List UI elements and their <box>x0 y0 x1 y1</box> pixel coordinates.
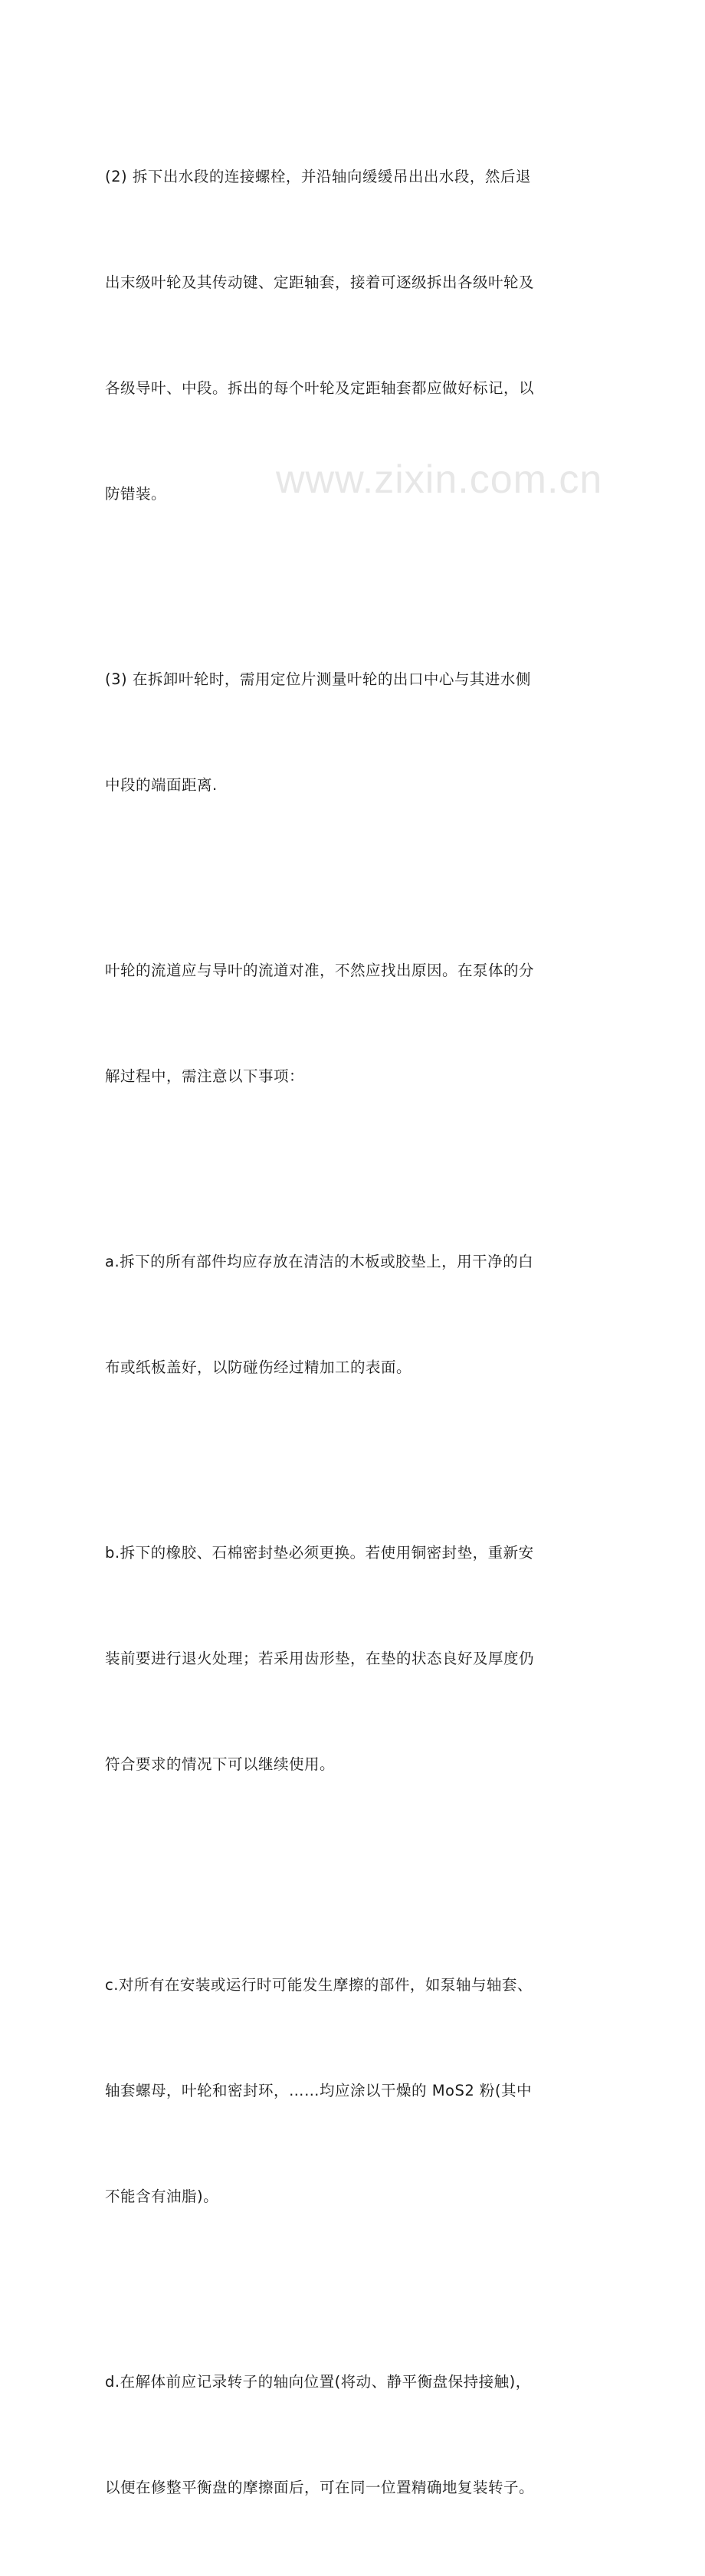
text-line: b.拆下的橡胶、石棉密封垫必须更换。若使用铜密封垫，重新安 <box>105 1544 534 1562</box>
document-body <box>105 89 603 2576</box>
text-line: 轴套螺母，叶轮和密封环，……均应涂以干燥的 MoS2 粉(其中 <box>105 2082 533 2099</box>
text-line: (2) 拆下出水段的连接螺栓，并沿轴向缓缓吊出出水段，然后退 <box>105 168 531 185</box>
text-line: 解过程中，需注意以下事项： <box>105 1067 305 1085</box>
watermark: www.zixin.com.cn <box>276 457 603 502</box>
text-line: d.在解体前应记录转子的轴向位置(将动、静平衡盘保持接触)， <box>105 2373 531 2391</box>
text-line: 叶轮的流道应与导叶的流道对准，不然应找出原因。在泵体的分 <box>105 962 535 979</box>
paragraph-item-c <box>105 1897 603 2285</box>
paragraph-impeller-alignment <box>105 883 603 1165</box>
text-line: 出末级叶轮及其传动键、定距轴套，接着可逐级拆出各级叶轮及 <box>105 274 535 291</box>
text-line: a.拆下的所有部件均应存放在清洁的木板或胶垫上，用干净的白 <box>105 1253 534 1270</box>
text-line: 装前要进行退火处理；若采用齿形垫，在垫的状态良好及厚度仍 <box>105 1650 535 1667</box>
paragraph-item-a <box>105 1174 603 1456</box>
paragraph-step-3 <box>105 592 603 873</box>
text-line: 防错装。 <box>105 485 167 503</box>
paragraph-step-2 <box>105 89 603 582</box>
text-line: 中段的端面距离. <box>105 776 218 794</box>
paragraph-item-d <box>105 2294 603 2576</box>
text-line: (3) 在拆卸叶轮时，需用定位片测量叶轮的出口中心与其进水侧 <box>105 670 531 688</box>
text-line: 以便在修整平衡盘的摩擦面后，可在同一位置精确地复装转子。 <box>105 2479 535 2496</box>
text-line: 各级导叶、中段。拆出的每个叶轮及定距轴套都应做好标记，以 <box>105 379 535 397</box>
text-line: c.对所有在安装或运行时可能发生摩擦的部件，如泵轴与轴套、 <box>105 1976 533 1994</box>
text-line: 不能含有油脂)。 <box>105 2188 219 2205</box>
paragraph-item-b <box>105 1465 603 1853</box>
text-line: 布或纸板盖好，以防碰伤经过精加工的表面。 <box>105 1358 412 1376</box>
text-line: 符合要求的情况下可以继续使用。 <box>105 1755 336 1773</box>
